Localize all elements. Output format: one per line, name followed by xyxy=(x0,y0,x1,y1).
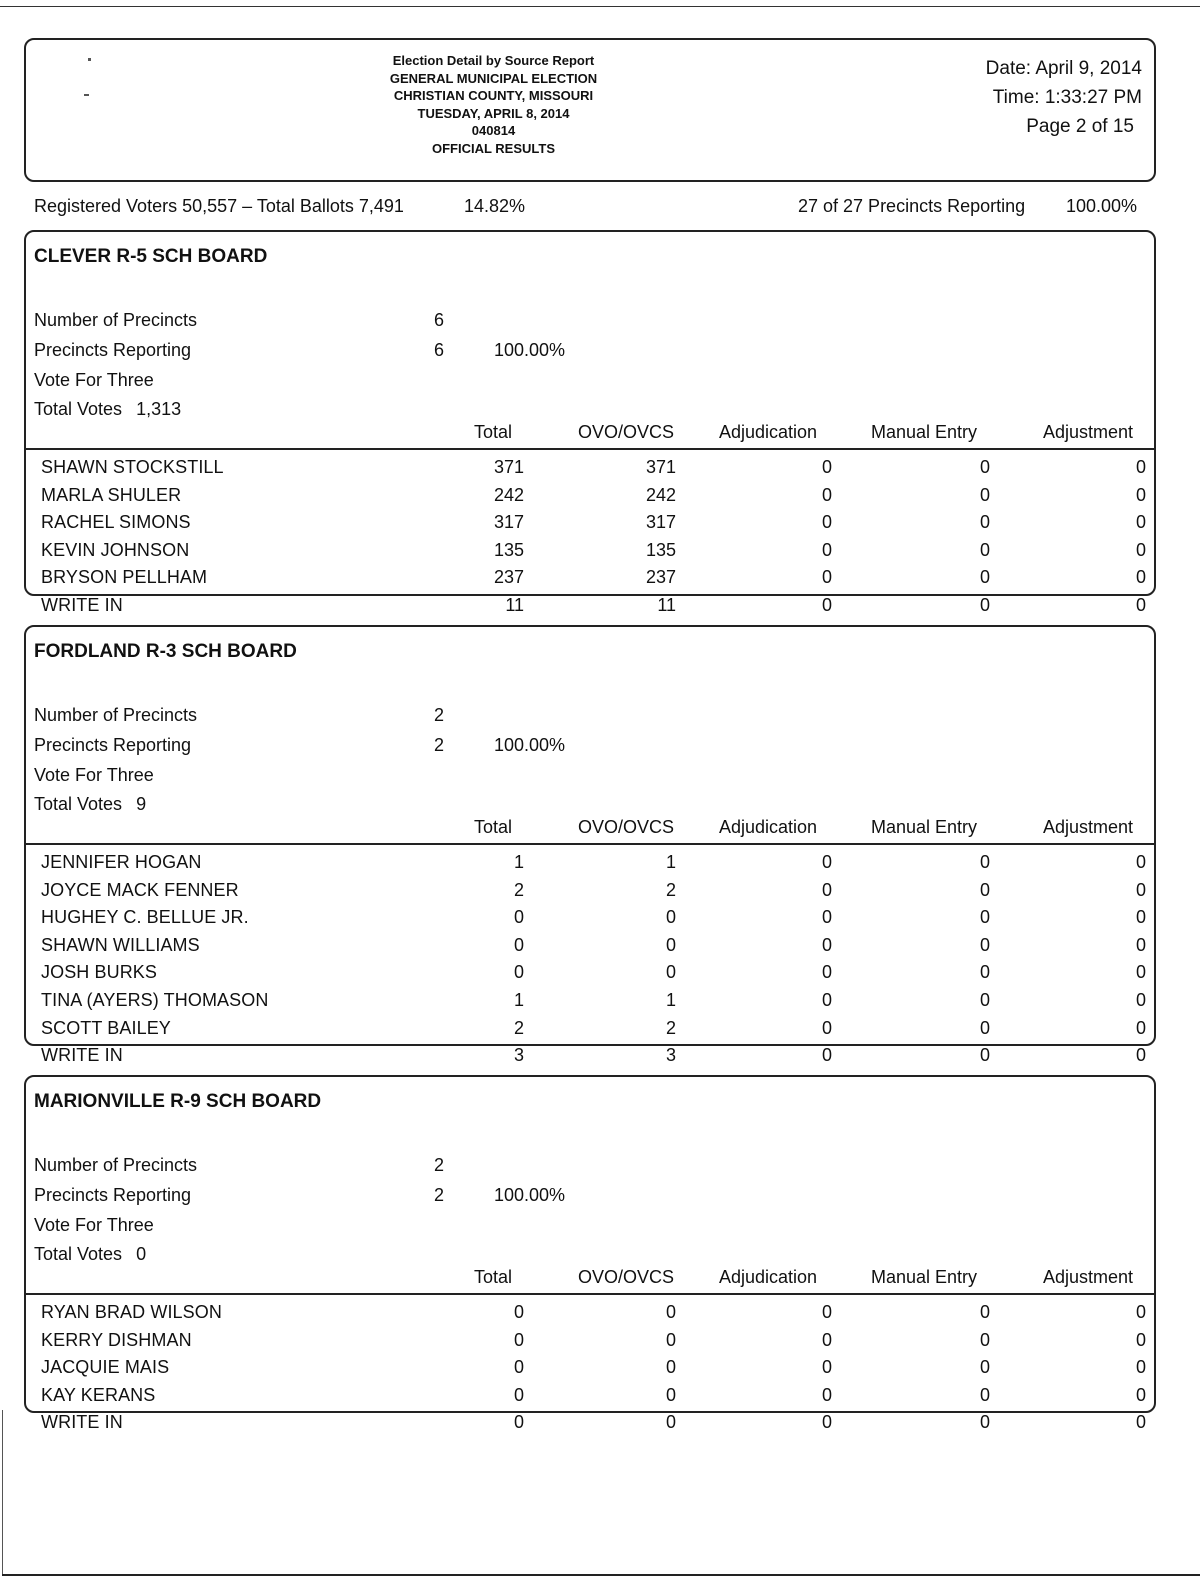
vote-count-adjudication: 0 xyxy=(821,1384,832,1405)
table-header-rule xyxy=(26,1293,1154,1295)
vote-count-manual: 0 xyxy=(979,1384,990,1405)
candidate-name: TINA (AYERS) THOMASON xyxy=(41,990,269,1010)
number-of-precincts-label: Number of Precincts xyxy=(34,310,198,330)
vote-count-ovo: 135 xyxy=(645,539,676,560)
vote-count-adjudication: 0 xyxy=(821,1017,832,1038)
vote-count-manual: 0 xyxy=(979,1045,990,1066)
turnout-percentage: 14.82% xyxy=(464,196,526,216)
vote-count-total: 0 xyxy=(513,934,524,955)
vote-count-adjudication: 0 xyxy=(821,934,832,955)
vote-count-ovo: 0 xyxy=(665,934,676,955)
vote-count-manual: 0 xyxy=(979,1357,990,1378)
candidate-name: MARLA SHULER xyxy=(41,484,182,505)
precincts-reporting-value: 6 xyxy=(434,340,445,360)
column-ovo-ovcs: OVO/OVCS xyxy=(578,1267,675,1287)
precincts-reporting-summary: 27 of 27 Precincts Reporting xyxy=(798,196,1026,216)
number-of-precincts-label: Number of Precincts xyxy=(34,1155,198,1175)
vote-count-adjudication: 0 xyxy=(821,512,832,533)
total-votes-value: 0 xyxy=(136,1244,147,1264)
candidate-name: KEVIN JOHNSON xyxy=(41,539,190,560)
vote-count-total: 135 xyxy=(493,539,524,560)
candidate-name: BRYSON PELLHAM xyxy=(41,567,208,588)
candidate-name: JOSH BURKS xyxy=(41,962,158,983)
precincts-reporting-percentage: 100.00% xyxy=(494,735,566,755)
total-votes xyxy=(34,1244,146,1265)
candidate-name: WRITE IN xyxy=(41,1045,123,1066)
vote-count-manual: 0 xyxy=(979,595,990,615)
vote-count-adjustment: 0 xyxy=(1135,990,1146,1010)
vote-count-adjudication: 0 xyxy=(821,907,832,928)
candidate-name: JENNIFER HOGAN xyxy=(41,852,202,872)
election-date: TUESDAY, APRIL 8, 2014 xyxy=(417,105,570,121)
vote-count-manual: 0 xyxy=(979,1017,990,1038)
column-total: Total xyxy=(474,1267,513,1287)
candidate-name: SHAWN STOCKSTILL xyxy=(41,457,224,477)
vote-count-adjudication: 0 xyxy=(821,539,832,560)
vote-count-manual: 0 xyxy=(979,962,990,983)
candidate-row xyxy=(26,1018,1154,1044)
results-status: OFFICIAL RESULTS xyxy=(431,140,556,156)
vote-count-manual: 0 xyxy=(979,879,990,900)
county-name: CHRISTIAN COUNTY, MISSOURI xyxy=(393,88,594,103)
scan-border-top xyxy=(0,6,1200,7)
contest-title: MARIONVILLE R-9 SCH BOARD xyxy=(34,1091,322,1112)
vote-count-total: 0 xyxy=(513,907,524,928)
vote-count-ovo: 0 xyxy=(665,1329,676,1350)
total-votes-value: 1,313 xyxy=(136,399,182,419)
column-adjudication: Adjudication xyxy=(719,817,818,837)
vote-count-ovo: 0 xyxy=(665,962,676,983)
column-ovo-ovcs: OVO/OVCS xyxy=(578,422,675,442)
vote-count-ovo: 3 xyxy=(665,1045,676,1066)
candidate-name: HUGHEY C. BELLUE JR. xyxy=(41,907,249,928)
column-adjudication: Adjudication xyxy=(719,422,818,442)
vote-count-adjudication: 0 xyxy=(821,484,832,505)
vote-count-total: 242 xyxy=(493,484,524,505)
election-name: GENERAL MUNICIPAL ELECTION xyxy=(389,70,598,86)
vote-count-total: 1 xyxy=(513,852,524,872)
candidate-row xyxy=(26,935,1154,961)
report-meta xyxy=(882,54,1142,141)
vote-count-manual: 0 xyxy=(979,1412,990,1433)
number-of-precincts-value: 2 xyxy=(434,705,445,725)
candidate-row xyxy=(26,1302,1154,1328)
candidate-name: RACHEL SIMONS xyxy=(41,512,191,533)
scan-border-left xyxy=(2,1410,3,1575)
election-code: 040814 xyxy=(471,123,516,138)
vote-count-total: 11 xyxy=(505,595,524,615)
column-manual-entry: Manual Entry xyxy=(871,817,978,837)
total-votes-label: Total Votes xyxy=(34,399,123,419)
report-header xyxy=(24,38,1156,182)
vote-for-label: Vote For Three xyxy=(34,1215,154,1235)
vote-count-ovo: 0 xyxy=(665,1357,676,1378)
column-manual-entry: Manual Entry xyxy=(871,1267,978,1287)
contest-title: CLEVER R-5 SCH BOARD xyxy=(34,246,268,267)
candidate-row xyxy=(26,567,1154,593)
vote-count-manual: 0 xyxy=(979,567,990,588)
vote-count-total: 317 xyxy=(493,512,524,533)
vote-count-adjustment: 0 xyxy=(1135,907,1146,928)
candidate-row xyxy=(26,1045,1154,1071)
candidate-name: WRITE IN xyxy=(41,1412,123,1433)
vote-count-total: 0 xyxy=(513,1329,524,1350)
candidate-row xyxy=(26,907,1154,933)
candidate-name: SCOTT BAILEY xyxy=(41,1017,171,1038)
vote-count-adjustment: 0 xyxy=(1135,484,1146,505)
total-votes-label: Total Votes xyxy=(34,794,123,814)
vote-count-total: 0 xyxy=(513,1412,524,1433)
vote-count-ovo: 11 xyxy=(657,595,676,615)
vote-count-manual: 0 xyxy=(979,934,990,955)
candidate-name: SHAWN WILLIAMS xyxy=(41,934,200,955)
candidate-row xyxy=(26,852,1154,878)
precincts-reporting-percentage: 100.00% xyxy=(494,1185,566,1205)
vote-count-total: 237 xyxy=(493,567,524,588)
contest-section xyxy=(24,230,1156,615)
candidate-row xyxy=(26,457,1154,483)
vote-count-total: 2 xyxy=(513,879,524,900)
vote-count-adjustment: 0 xyxy=(1135,1357,1146,1378)
candidate-row xyxy=(26,512,1154,538)
precincts-reporting-value: 2 xyxy=(434,1185,445,1205)
contest-section xyxy=(24,1075,1156,1433)
vote-count-adjudication: 0 xyxy=(821,990,832,1010)
candidate-row xyxy=(26,595,1154,621)
vote-count-adjustment: 0 xyxy=(1135,1329,1146,1350)
precincts-reporting-percentage: 100.00% xyxy=(1066,196,1138,216)
vote-count-adjustment: 0 xyxy=(1135,1017,1146,1038)
candidate-row xyxy=(26,962,1154,988)
column-total: Total xyxy=(474,422,513,442)
report-time: Time: 1:33:27 PM xyxy=(992,87,1142,108)
total-votes-value: 9 xyxy=(136,794,147,814)
vote-count-adjudication: 0 xyxy=(821,567,832,588)
candidate-row xyxy=(26,1385,1154,1411)
vote-for-label: Vote For Three xyxy=(34,765,154,785)
vote-count-manual: 0 xyxy=(979,512,990,533)
precincts-reporting-value: 2 xyxy=(434,735,445,755)
vote-count-adjustment: 0 xyxy=(1135,962,1146,983)
vote-count-adjudication: 0 xyxy=(821,852,832,872)
column-adjudication: Adjudication xyxy=(719,1267,818,1287)
registered-voters-total-ballots: Registered Voters 50,557 – Total Ballots 7,491 xyxy=(34,196,404,216)
vote-count-adjustment: 0 xyxy=(1135,457,1146,477)
page-number: Page 2 of 15 xyxy=(1026,116,1134,137)
column-manual-entry: Manual Entry xyxy=(871,422,978,442)
vote-count-adjudication: 0 xyxy=(821,1045,832,1066)
vote-count-total: 2 xyxy=(513,1017,524,1038)
total-votes xyxy=(34,794,146,815)
vote-count-ovo: 1 xyxy=(665,990,676,1010)
vote-count-adjustment: 0 xyxy=(1135,512,1146,533)
precincts-reporting-label: Precincts Reporting xyxy=(34,735,192,755)
candidate-row xyxy=(26,880,1154,906)
vote-count-ovo: 0 xyxy=(665,907,676,928)
vote-count-adjustment: 0 xyxy=(1135,1412,1146,1433)
vote-count-ovo: 0 xyxy=(665,1302,676,1322)
candidate-row xyxy=(26,485,1154,511)
column-adjustment: Adjustment xyxy=(1043,422,1134,442)
scan-speck xyxy=(84,94,89,96)
vote-count-manual: 0 xyxy=(979,907,990,928)
candidate-name: WRITE IN xyxy=(41,595,123,615)
vote-count-manual: 0 xyxy=(979,1329,990,1350)
vote-count-ovo: 0 xyxy=(665,1412,676,1433)
vote-count-total: 1 xyxy=(513,990,524,1010)
candidate-name: KERRY DISHMAN xyxy=(41,1329,192,1350)
vote-count-adjustment: 0 xyxy=(1135,852,1146,872)
candidate-name: JOYCE MACK FENNER xyxy=(41,879,239,900)
number-of-precincts-label: Number of Precincts xyxy=(34,705,198,725)
vote-count-total: 0 xyxy=(513,1357,524,1378)
report-date: Date: April 9, 2014 xyxy=(985,58,1142,79)
vote-count-total: 0 xyxy=(513,1384,524,1405)
column-ovo-ovcs: OVO/OVCS xyxy=(578,817,675,837)
precincts-reporting-label: Precincts Reporting xyxy=(34,340,192,360)
candidate-name: KAY KERANS xyxy=(41,1384,156,1405)
vote-count-adjudication: 0 xyxy=(821,962,832,983)
candidate-row xyxy=(26,1412,1154,1438)
vote-count-ovo: 0 xyxy=(665,1384,676,1405)
vote-count-ovo: 317 xyxy=(645,512,676,533)
vote-count-total: 3 xyxy=(513,1045,524,1066)
report-title-block xyxy=(366,52,621,157)
table-header-rule xyxy=(26,843,1154,845)
total-votes xyxy=(34,399,181,420)
vote-count-manual: 0 xyxy=(979,484,990,505)
total-votes-label: Total Votes xyxy=(34,1244,123,1264)
vote-count-ovo: 1 xyxy=(665,852,676,872)
contest-section xyxy=(24,625,1156,1066)
vote-count-adjudication: 0 xyxy=(821,1329,832,1350)
column-adjustment: Adjustment xyxy=(1043,1267,1134,1287)
report-title: Election Detail by Source Report xyxy=(392,53,595,68)
vote-count-ovo: 2 xyxy=(665,879,676,900)
candidate-row xyxy=(26,1330,1154,1356)
candidate-row xyxy=(26,1357,1154,1383)
vote-count-adjudication: 0 xyxy=(821,457,832,477)
vote-count-manual: 0 xyxy=(979,852,990,872)
candidate-row xyxy=(26,990,1154,1016)
candidate-row xyxy=(26,540,1154,566)
vote-count-manual: 0 xyxy=(979,1302,990,1322)
vote-count-adjudication: 0 xyxy=(821,879,832,900)
vote-count-adjudication: 0 xyxy=(821,1412,832,1433)
candidate-name: RYAN BRAD WILSON xyxy=(41,1302,222,1322)
vote-count-adjudication: 0 xyxy=(821,595,832,615)
vote-count-adjustment: 0 xyxy=(1135,879,1146,900)
vote-count-adjustment: 0 xyxy=(1135,595,1146,615)
vote-count-total: 371 xyxy=(493,457,524,477)
table-header-rule xyxy=(26,448,1154,450)
vote-count-manual: 0 xyxy=(979,457,990,477)
vote-count-total: 0 xyxy=(513,1302,524,1322)
precincts-reporting-label: Precincts Reporting xyxy=(34,1185,192,1205)
vote-count-adjudication: 0 xyxy=(821,1357,832,1378)
vote-count-ovo: 237 xyxy=(645,567,676,588)
vote-count-adjustment: 0 xyxy=(1135,1384,1146,1405)
scan-speck xyxy=(88,58,91,61)
vote-count-manual: 0 xyxy=(979,990,990,1010)
contest-title: FORDLAND R-3 SCH BOARD xyxy=(34,641,297,662)
vote-count-manual: 0 xyxy=(979,539,990,560)
vote-count-adjustment: 0 xyxy=(1135,1045,1146,1066)
vote-count-adjustment: 0 xyxy=(1135,1302,1146,1322)
vote-count-ovo: 242 xyxy=(645,484,676,505)
scan-border-bottom xyxy=(2,1574,1200,1576)
number-of-precincts-value: 6 xyxy=(434,310,445,330)
turnout-summary xyxy=(34,196,1146,222)
precincts-reporting-percentage: 100.00% xyxy=(494,340,566,360)
number-of-precincts-value: 2 xyxy=(434,1155,445,1175)
vote-count-adjustment: 0 xyxy=(1135,567,1146,588)
vote-count-total: 0 xyxy=(513,962,524,983)
vote-for-label: Vote For Three xyxy=(34,370,154,390)
vote-count-ovo: 371 xyxy=(645,457,676,477)
vote-count-ovo: 2 xyxy=(665,1017,676,1038)
vote-count-adjustment: 0 xyxy=(1135,934,1146,955)
vote-count-adjustment: 0 xyxy=(1135,539,1146,560)
column-adjustment: Adjustment xyxy=(1043,817,1134,837)
vote-count-adjudication: 0 xyxy=(821,1302,832,1322)
column-total: Total xyxy=(474,817,513,837)
candidate-name: JACQUIE MAIS xyxy=(41,1357,170,1378)
